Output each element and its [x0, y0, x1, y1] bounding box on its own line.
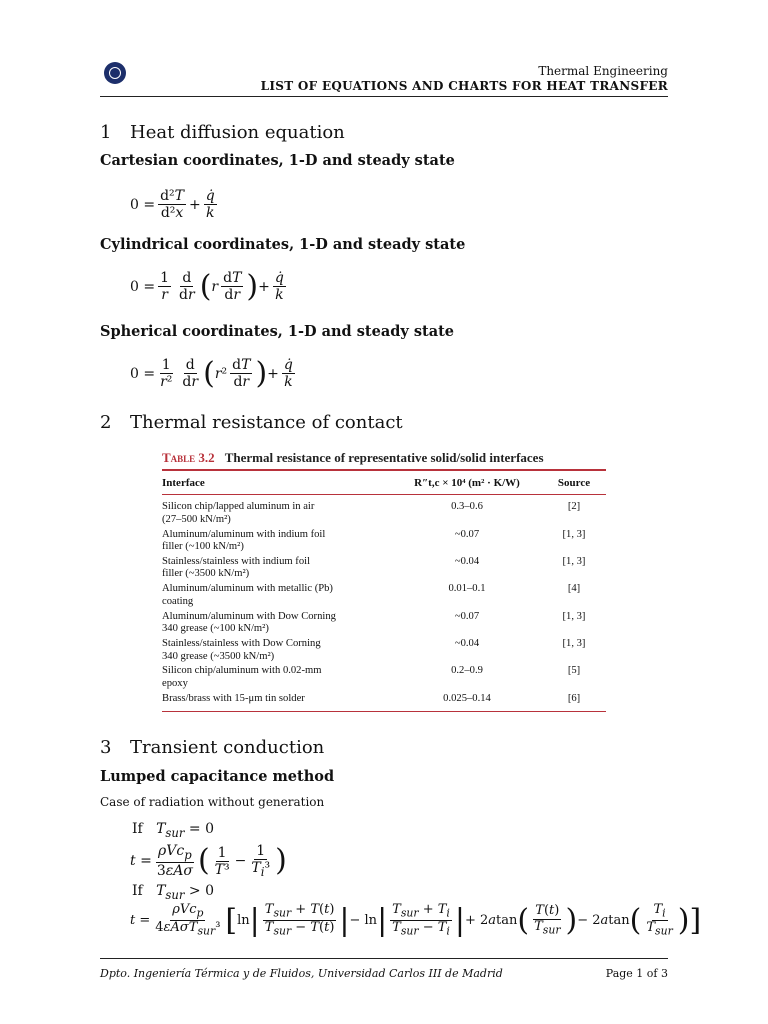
section-title: Thermal resistance of contact [130, 412, 403, 433]
condition-tsur-positive: If $T_{sur} > 0$ [132, 883, 215, 902]
case-description: Case of radiation without generation [100, 795, 325, 809]
equation-spherical: 0 = $\frac{1}{\text{r²}}$ $\frac{d}{dr}$ ( r ² $\frac{dT}{dr}$ ) + $\frac{q̇}{k}$ [130, 355, 293, 391]
table-label: Table 3.2 [162, 450, 215, 465]
university-logo-icon [104, 62, 126, 84]
table-row: Stainless/stainless with indium foil filler (~3500 kN/m²) ~0.04 [1, 3] [162, 555, 586, 580]
table-row: Brass/brass with 15-μm tin solder 0.025–0.14 [6] [162, 692, 581, 704]
section-number: 3 [100, 737, 112, 758]
table-row: Aluminum/aluminum with Dow Corning 340 grease (~100 kN/m²) ~0.07 [1, 3] [162, 610, 586, 635]
section-heading [100, 737, 324, 758]
header-rule [100, 96, 668, 97]
table-title: Thermal resistance of representative solid/solid interfaces [224, 450, 544, 465]
table-header-row [162, 471, 606, 495]
page-number: Page 1 of 3 [605, 967, 668, 980]
section-number: 2 [100, 412, 112, 433]
column-header-source: Source [557, 477, 591, 489]
section-heading [100, 412, 403, 433]
document-title: LIST OF EQUATIONS AND CHARTS FOR HEAT TRANSFER [260, 79, 668, 93]
footer-department: Dpto. Ingeniería Térmica y de Fluidos, Universidad Carlos III de Madrid [100, 967, 503, 980]
section-title: Heat diffusion equation [130, 122, 345, 143]
footer-rule [100, 958, 668, 959]
table-row: Silicon chip/lapped aluminum in air (27–500 kN/m²) 0.3–0.6 [2] [162, 501, 581, 525]
table-body [162, 495, 606, 707]
section-number: 1 [100, 122, 112, 143]
subheading: Spherical coordinates, 1-D and steady state [100, 323, 455, 340]
table-row: Silicon chip/aluminum with 0.02-mm epoxy 0.2–0.9 [5] [162, 665, 581, 689]
table-row: Stainless/stainless with Dow Corning 340 grease (~3500 kN/m²) ~0.04 [1, 3] [162, 638, 586, 662]
equation-cylindrical: 0 = $\frac{1}{r}$ $\frac{d}{dr}$ ( r $\frac{dT}{dr}$ ) + $\frac{q̇}{k}$ [130, 268, 284, 304]
table-row: Aluminum/aluminum with metallic (Pb) coating 0.01–0.1 [4] [162, 583, 581, 607]
table-caption [162, 450, 606, 471]
equation-cartesian: 0 = $\frac{\text{d²T}}{\text{d²x}}$ + $\frac{q̇}{k}$ [130, 188, 215, 222]
condition-tsur-zero: If $T_{sur} = 0$ [132, 821, 215, 840]
table-bottom-rule [162, 711, 606, 712]
column-header-interface: Interface [162, 477, 205, 489]
equation-time-tsur-zero: t = $\frac{\rho Vc_p}{\text{3εAσ}}$ ( $\frac{1}{\text{T³}}$ − $\frac{1}{T_i^3}$ ) [130, 843, 287, 880]
subheading: Cartesian coordinates, 1-D and steady state [100, 152, 455, 169]
equation-time-tsur-positive: t = $\frac{\rho Vc_p}{4\varepsilon A\sigma T_{sur}^3}$ [ ln | $\frac{T_{sur} + T(t)}{T_{sur} - T(t)}$ | − ln | $\frac{T_{sur} + T_i}{T_{sur} - T_i}$ | + 2 a tan ( $\frac{T(t)}{T_{sur}}$ ) − 2 a tan ( $\frac{T_i}{T_{sur}}$ )] [130, 902, 702, 938]
section-title: Transient conduction [130, 737, 325, 758]
course-name: Thermal Engineering [538, 64, 668, 78]
table-row: Aluminum/aluminum with indium foil filler (~100 kN/m²) ~0.07 [1, 3] [162, 528, 586, 553]
column-header-resistance: R″t,c × 10⁴ (m² · K/W) [414, 477, 520, 489]
subheading: Lumped capacitance method [100, 768, 335, 785]
subheading: Cylindrical coordinates, 1-D and steady state [100, 236, 466, 253]
section-heading [100, 122, 345, 143]
contact-resistance-table [162, 450, 606, 712]
